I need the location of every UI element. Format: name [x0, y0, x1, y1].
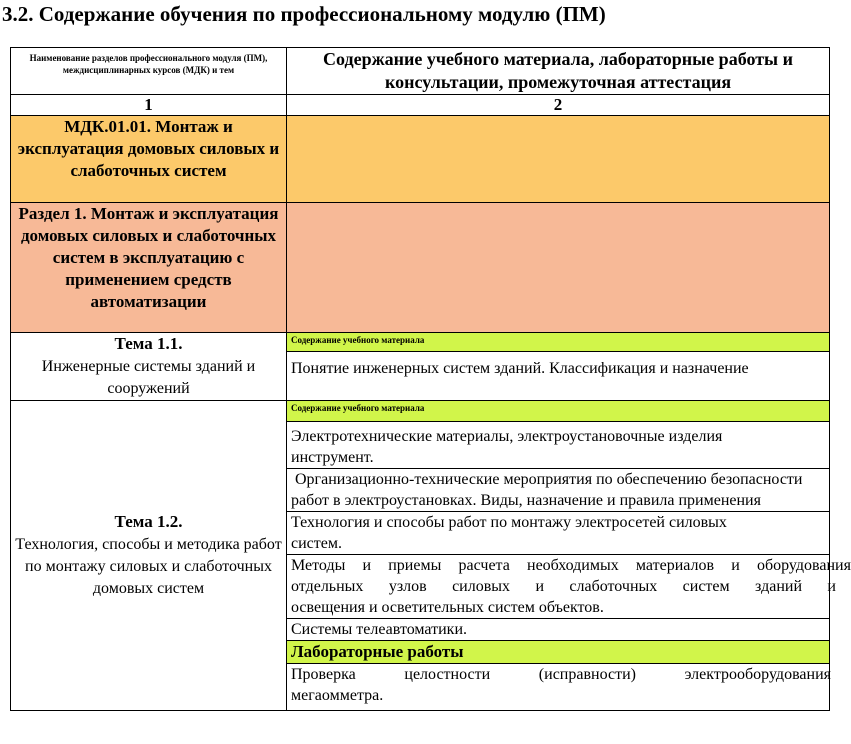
header-col2	[287, 48, 830, 95]
tema1-cell	[11, 333, 287, 401]
header-col2-line2: консультации, промежуточная аттестация	[384, 72, 732, 92]
tema2-lab-label: Лабораторные работы	[287, 641, 830, 664]
word: электрооборудования	[684, 666, 831, 683]
header-col2-line1: Содержание учебного материала, лабораторные работы и	[323, 49, 793, 69]
tema1-content-label: Содержание учебного материала	[287, 333, 830, 352]
column-number-2: 2	[287, 95, 830, 116]
section-title: Раздел 1. Монтаж и эксплуатация домовых силовых и слаботочных систем в эксплуатацию с применением средств автоматизации	[11, 203, 287, 333]
page-title: 3.2. Содержание обучения по профессиональному модулю (ПМ)	[2, 2, 606, 26]
tema2-item-3-line2: систем.	[291, 535, 342, 552]
tema2-item-2	[287, 469, 830, 512]
mdk-title: МДК.01.01. Монтаж и эксплуатация домовых силовых и слаботочных систем	[11, 116, 287, 203]
tema2-row	[11, 401, 830, 422]
tema2-item-2-line2: работ в электроустановках. Виды, назначение и правила применения	[291, 492, 761, 509]
word: слаботочных	[569, 578, 658, 595]
word: и	[731, 557, 740, 574]
curriculum-table	[10, 47, 851, 711]
word: расчета	[458, 557, 510, 574]
tema1-row	[11, 333, 830, 352]
tema2-cell	[11, 401, 287, 711]
word: приемы	[388, 557, 442, 574]
tema2-lab-1-line1	[291, 664, 831, 685]
tema2-item-3-line1: Технология и способы работ по монтажу электросетей силовых	[291, 514, 727, 531]
tema2-item-5: Системы телеавтоматики.	[287, 619, 830, 641]
tema1-name: Тема 1.1.	[114, 334, 183, 353]
tema2-name: Тема 1.2.	[114, 512, 183, 531]
word: зданий	[755, 578, 803, 595]
tema2-item-4-line2	[291, 576, 836, 597]
mdk-content-cell	[287, 116, 830, 203]
word: систем	[682, 578, 730, 595]
word: материалов	[635, 557, 715, 574]
tema1-item-1: Понятие инженерных систем зданий. Классификация и назначение	[287, 351, 830, 400]
word: целостности	[404, 666, 491, 683]
tema2-desc: Технология, способы и методика работ по монтажу силовых и слаботочных домовых систем	[15, 536, 282, 597]
tema2-item-1	[287, 422, 830, 469]
tema2-item-1-line2: инструмент.	[291, 449, 374, 466]
word: (исправности)	[538, 666, 636, 683]
word: силовых	[452, 578, 511, 595]
tema2-lab-1	[287, 664, 830, 711]
tema2-item-4-line1	[291, 555, 851, 576]
word: необходимых	[527, 557, 619, 574]
word: Проверка	[291, 666, 356, 683]
word: и	[827, 578, 836, 595]
section-row	[11, 203, 830, 333]
tema2-item-4	[287, 555, 851, 619]
column-number-1: 1	[11, 95, 287, 116]
word: Методы	[291, 557, 346, 574]
tema2-lab-1-line2: мегаомметра.	[291, 687, 384, 704]
header-col1: Наименование разделов профессионального модуля (ПМ), междисциплинарных курсов (МДК) и тем	[11, 48, 287, 95]
column-number-row	[11, 95, 830, 116]
tema2-item-4-line3: освещения и осветительных систем объектов.	[291, 599, 604, 616]
word: и	[362, 557, 372, 574]
tema2-content-label: Содержание учебного материала	[287, 401, 830, 422]
tema2-item-3	[287, 512, 830, 555]
table-header-row	[11, 48, 830, 95]
mdk-row	[11, 116, 830, 203]
word: и	[535, 578, 544, 595]
word: оборудования	[756, 557, 851, 574]
tema2-item-1-line1: Электротехнические материалы, электроустановочные изделия	[291, 428, 723, 445]
tema1-desc: Инженерные системы зданий и сооружений	[41, 358, 256, 397]
section-content-cell	[287, 203, 830, 333]
word: узлов	[388, 578, 427, 595]
word: отдельных	[291, 578, 364, 595]
tema2-item-2-line1: Организационно-технические мероприятия по обеспечению безопасности	[291, 471, 803, 488]
